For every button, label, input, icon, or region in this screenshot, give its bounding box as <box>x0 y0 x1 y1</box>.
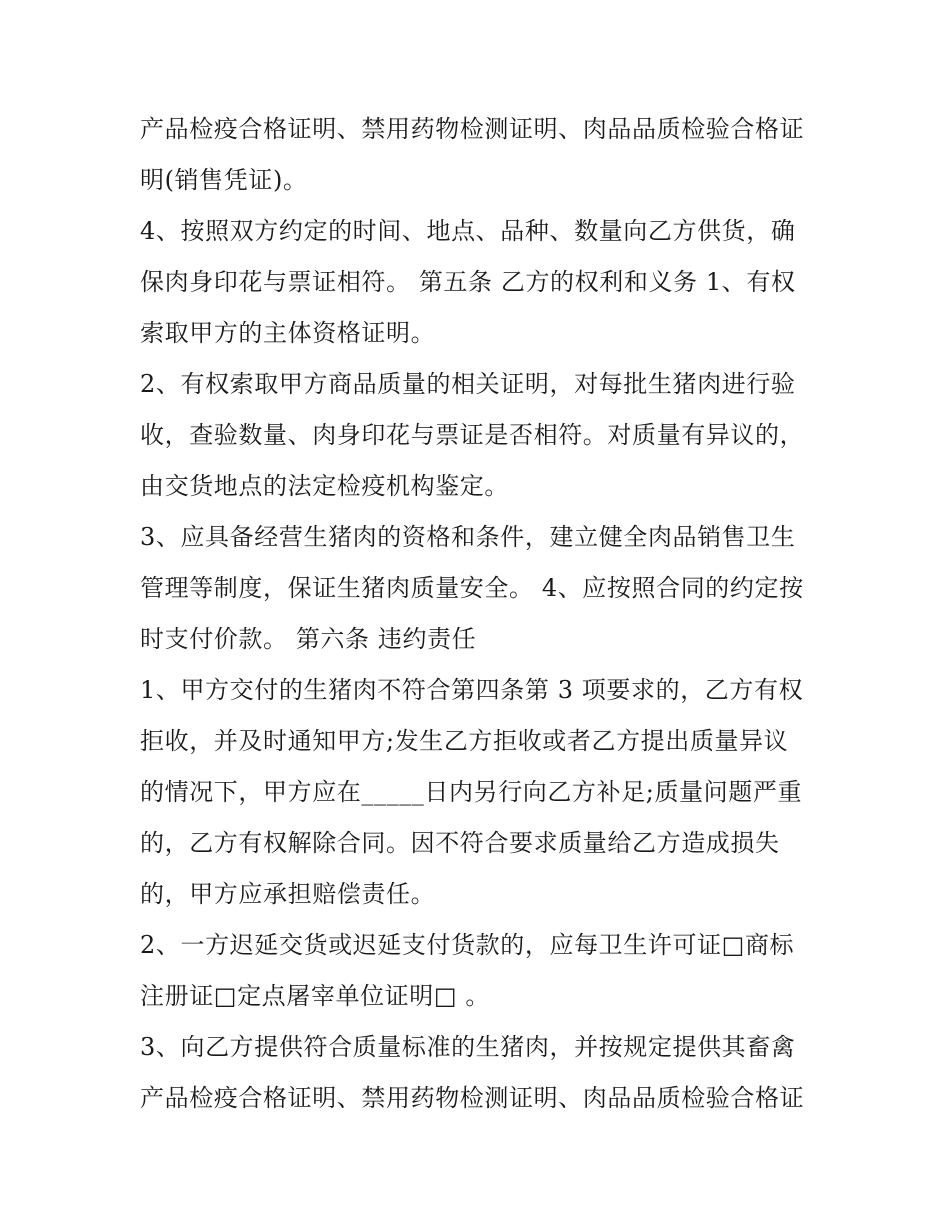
text-line: 1、甲方交付的生猪肉不符合第四条第 3 项要求的，乙方有权 <box>140 676 804 704</box>
text-line: 由交货地点的法定检疫机构鉴定。 <box>140 472 509 500</box>
text-line: 的，乙方有权解除合同。因不符合要求质量给乙方造成损失 <box>140 829 780 857</box>
text-line: 保肉身印花与票证相符。 第五条 乙方的权利和义务 1、有权 <box>140 268 796 296</box>
text-line: 明(销售凭证)。 <box>140 166 308 194</box>
text-line: 2、一方迟延交货或迟延支付货款的，应每卫生许可证□商标 <box>140 931 795 959</box>
text-line: 2、有权索取甲方商品质量的相关证明，对每批生猪肉进行验 <box>140 370 796 398</box>
text-line: 3、应具备经营生猪肉的资格和条件，建立健全肉品销售卫生 <box>140 523 796 551</box>
text-line: 管理等制度，保证生猪肉质量安全。 4、应按照合同的约定按 <box>140 574 804 602</box>
text-line: 索取甲方的主体资格证明。 <box>140 319 436 347</box>
text-line: 拒收，并及时通知甲方;发生乙方拒收或者乙方提出质量异议 <box>140 727 789 755</box>
text-line: 收，查验数量、肉身印花与票证是否相符。对质量有异议的， <box>140 421 805 449</box>
text-line: 的，甲方应承担赔偿责任。 <box>140 880 436 908</box>
text-line: 的情况下，甲方应在_____日内另行向乙方补足;质量问题严重 <box>140 778 803 806</box>
text-line: 3、向乙方提供符合质量标准的生猪肉，并按规定提供其畜禽 <box>140 1033 796 1061</box>
text-line: 产品检疫合格证明、禁用药物检测证明、肉品品质检验合格证 <box>140 115 805 143</box>
text-line: 产品检疫合格证明、禁用药物检测证明、肉品品质检验合格证 <box>140 1084 805 1112</box>
text-line: 时支付价款。 第六条 违约责任 <box>140 625 477 653</box>
text-line: 注册证□定点屠宰单位证明□ 。 <box>140 982 490 1010</box>
document-body <box>140 104 820 1124</box>
text-line: 4、按照双方约定的时间、地点、品种、数量向乙方供货，确 <box>140 217 796 245</box>
